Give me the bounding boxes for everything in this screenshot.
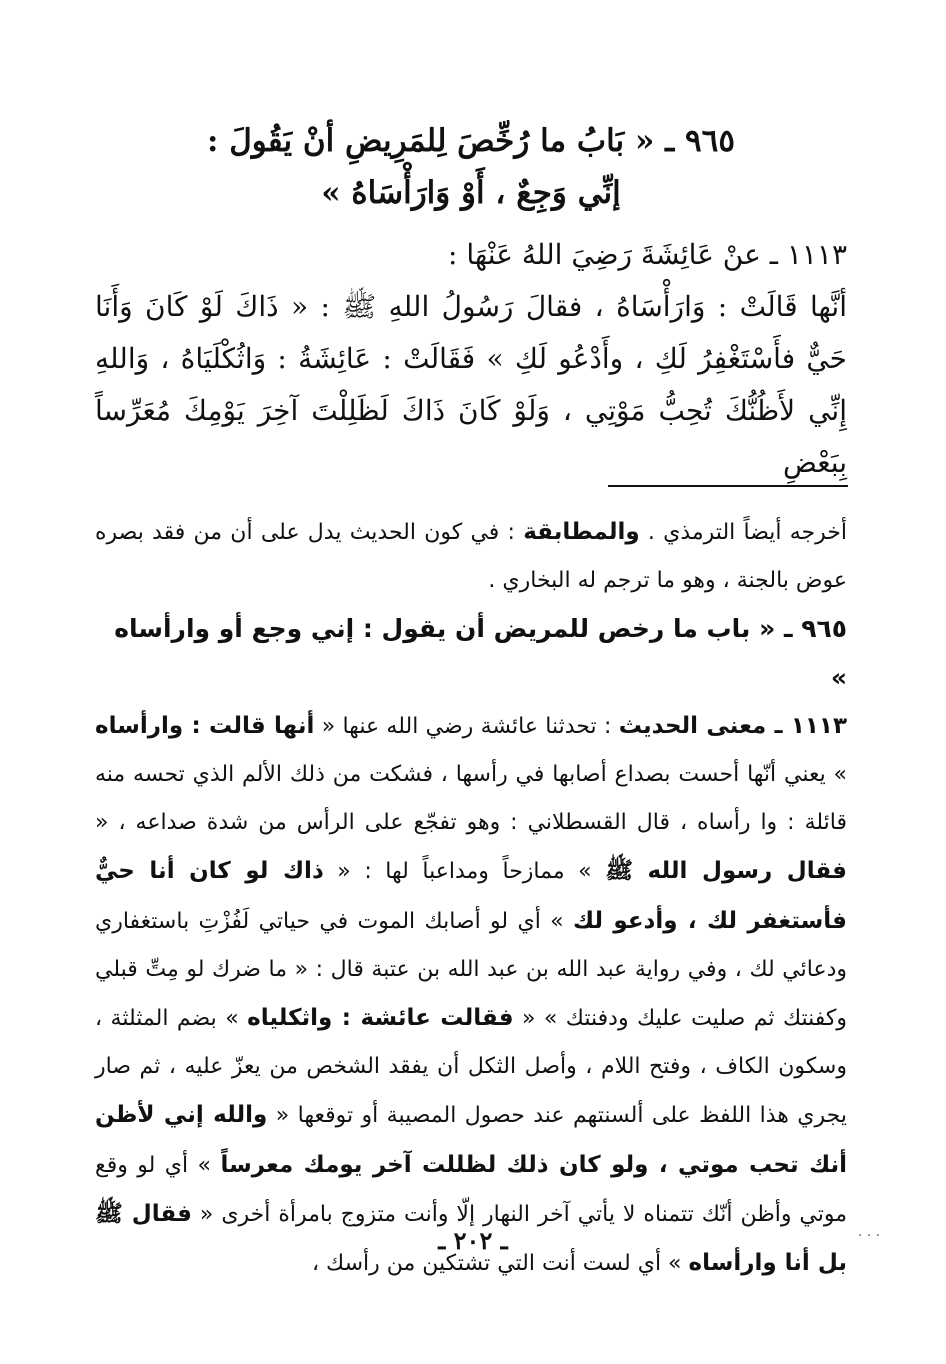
commentary-quote: والله إني لأظن أنك تحب موتي ، ولو كان ذلك لظللت آخر يومك معرساً <box>95 1102 848 1178</box>
footnote-divider <box>608 485 848 487</box>
page-body <box>95 115 847 489</box>
commentary-text: » أي لو وقع موتي وأظن أنّك تتمناه لا يأتي آخر النهار إلّا وأنت متزوج بامرأة أخرى « <box>95 1152 848 1227</box>
commentary-text: » بضم المثلثة ، وسكون الكاف ، وفتح اللام ، وأصل الثكل أن يفقد الشخص من يعزّ عليه ، ثم صار يجري هذا اللفظ على ألسنتهم عند حصول المصيبة أو توقعها « <box>95 1006 847 1129</box>
takhrij-bold: والمطابقة <box>523 519 640 545</box>
chapter-title-line-2: إنِّي وَجِعٌ ، أَوْ وَارَأْسَاهُ » <box>321 175 621 211</box>
takhrij-pre: أخرجه أيضاً الترمذي . <box>639 520 847 545</box>
commentary-section-title: ٩٦٥ ـ « باب ما رخص للمريض أن يقول : إني وجع أو وارأساه » <box>114 614 847 692</box>
meaning-heading: ١١١٣ ـ معنى الحديث <box>618 712 847 739</box>
commentary-quote: فقال ﷺ بل أنا وارأساه <box>95 1200 847 1277</box>
commentary-quote: أنها قالت : وارأساه <box>95 712 315 739</box>
commentary-text: » أي لست أنت التي تشتكين من رأسك ، <box>311 1251 689 1277</box>
commentary-text: » يعني أنّها أحست بصداع أصابها في رأسها ، فشكت من ذلك الألم الذي تحسه منه قائلة : وا رأساه ، قال القسطلاني : وهو تفجّع على الرأس من شدة صداعه ، « <box>95 762 847 836</box>
commentary-section <box>95 508 847 1288</box>
page-number: ـ ٢٠٢ ـ <box>438 1226 508 1255</box>
commentary-text: » أي لو أصابك الموت في حياتي لَفُزْتِ باستغفاري ودعائي لك ، وفي رواية عبد الله بن عبد الله بن عتبة قال : « ما ضرك لو مِتِّ قبلي وكفنتك ثم صليت عليك ودفنتك » « <box>95 908 848 1032</box>
chapter-title-line-1: ٩٦٥ ـ « بَابُ ما رُخِّصَ لِلمَرِيضِ أنْ يَقُولَ : <box>207 123 735 159</box>
commentary-quote: ذاك لو كان أنا حيٌّ فأستغفر لك ، وأدعو لك <box>95 858 847 934</box>
commentary-paragraph <box>95 702 847 1288</box>
commentary-text: » ممازحاً ومداعباً لها : « <box>323 859 606 885</box>
takhrij-post: : في كون الحديث يدل على أن من فقد بصره عوض بالجنة ، وهو ما ترجم له البخاري . <box>95 520 847 594</box>
commentary-quote: فقال رسول الله ﷺ <box>605 858 847 885</box>
hadith-body: أنَّها قَالَتْ : وَارَأْسَاهُ ، فقالَ رَسُولُ اللهِ ﷺ : « ذَاكَ لَوْ كَانَ وَأَنَا حَيٌّ فأَسْتَغْفِرُ لَكِ ، وأَدْعُو لَكِ » فَقَالَتْ : عَائِشَةُ : وَاثُكْلَيَاهُ ، وَاللهِ إِنِّي لأَظُنُّكَ تُحِبُّ مَوْتِي ، وَلَوْ كَانَ ذَاكَ لَظَلِلْتَ آخِرَ يَوْمِكَ مُعَرِّساً بِبَعْضِ <box>95 290 847 479</box>
hadith-text <box>95 229 847 489</box>
commentary-quote: فقالت عائشة : واثكلياه <box>247 1005 514 1032</box>
takhrij-paragraph <box>95 508 847 605</box>
hadith-intro: ١١١٣ ـ عنْ عَائِشَةَ رَضِيَ اللهُ عَنْهَا : <box>448 238 847 271</box>
commentary-text: : تحدثنا عائشة رضي الله عنها « <box>314 713 619 739</box>
corner-mark: · · · <box>858 1228 881 1244</box>
